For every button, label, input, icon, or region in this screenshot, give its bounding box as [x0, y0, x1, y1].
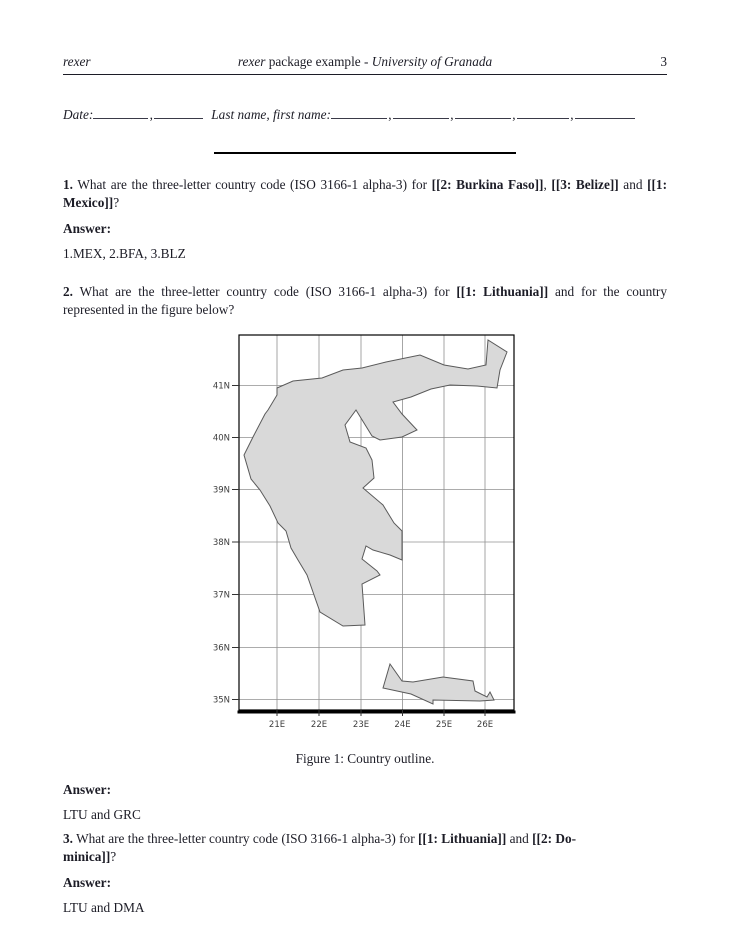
blank-separator: , [388, 107, 392, 122]
answer-field-lithuania-2: [[1: Lithuania]] [417, 831, 507, 846]
header-rule [63, 74, 667, 75]
y-axis-tick-label: 37N [212, 590, 230, 601]
answer-label-2: Answer: [63, 782, 112, 797]
date-name-line [63, 106, 667, 124]
answer-field-mexico: [[1: Mexico]] [63, 177, 667, 210]
header-left: rexer [63, 54, 91, 69]
x-axis-tick-label: 22E [310, 720, 328, 730]
name-blank-5 [575, 106, 635, 119]
answer-field-lithuania: [[1: Lithuania]] [456, 284, 549, 299]
answer-field-dominica: [[2: Do- [532, 831, 577, 846]
name-label: Last name, first name: [211, 107, 331, 122]
answer-text-2: LTU and GRC [63, 807, 141, 822]
date-blank-2 [154, 106, 203, 119]
figure-1 [63, 328, 667, 768]
question-2-text [63, 283, 667, 319]
figure-caption: Figure 1: Country outline. [295, 751, 435, 766]
question-2-rest: and for the country represented in the figure below? [63, 284, 667, 317]
question-1-number: 1. [63, 177, 73, 192]
question-3-body: What are the three-letter country code (ISO 3166-1 alpha-3) for [76, 831, 418, 846]
section-divider [214, 152, 516, 154]
mainland-outline [244, 340, 507, 626]
blank-separator: , [450, 107, 454, 122]
blank-separator: , [149, 107, 153, 122]
question-3-text [63, 830, 667, 866]
question-1-text [63, 176, 667, 212]
question-1-qmark: ? [113, 195, 120, 210]
answer-field-dominica-cont: minica]] [63, 849, 111, 864]
y-axis-tick-label: 39N [212, 485, 230, 496]
name-blank-4 [517, 106, 569, 119]
question-2-number: 2. [63, 284, 73, 299]
x-axis-tick-label: 26E [476, 720, 494, 730]
name-blank-3 [455, 106, 511, 119]
x-axis-tick-label: 25E [435, 720, 453, 730]
question-1-comma: , [543, 177, 552, 192]
header-center-text: package example - [265, 54, 372, 69]
answer-text-1: 1.MEX, 2.BFA, 3.BLZ [63, 246, 186, 261]
page-header [63, 0, 667, 71]
x-axis-tick-label: 23E [352, 720, 370, 730]
x-axis-tick-label: 21E [268, 720, 286, 730]
y-axis-tick-label: 41N [212, 381, 230, 392]
header-center-package: rexer [237, 54, 266, 69]
x-axis-tick-label: 24E [394, 720, 411, 730]
blank-separator: , [570, 107, 574, 122]
answer-field-belize: [[3: Belize]] [551, 177, 619, 192]
answer-field-burkina-faso: [[2: Burkina Faso]] [431, 177, 544, 192]
question-1-and: and [618, 177, 648, 192]
question-3-number: 3. [63, 831, 73, 846]
date-blank-1 [93, 106, 148, 119]
question-3-and: and [506, 831, 533, 846]
y-axis-tick-label: 40N [212, 433, 230, 444]
header-center [238, 53, 492, 71]
island-outline [383, 664, 494, 704]
date-label: Date: [63, 107, 94, 122]
country-map-svg [200, 328, 530, 733]
question-2-body: What are the three-letter country code (ISO 3166-1 alpha-3) for [79, 284, 457, 299]
answer-text-3: LTU and DMA [63, 900, 145, 915]
answer-label-1: Answer: [63, 221, 112, 236]
y-axis-tick-label: 38N [212, 538, 230, 548]
page-number: 3 [660, 54, 668, 69]
name-blank-2 [393, 106, 449, 119]
name-blank-1 [331, 106, 387, 119]
header-center-university: University of Granada [371, 54, 493, 69]
y-axis-tick-label: 36N [212, 643, 230, 654]
question-1-body: What are the three-letter country code (ISO 3166-1 alpha-3) for [77, 177, 432, 192]
blank-separator: , [512, 107, 516, 122]
answer-label-3: Answer: [63, 875, 112, 890]
question-3-qmark: ? [110, 849, 117, 864]
y-axis-tick-label: 35N [212, 695, 230, 706]
